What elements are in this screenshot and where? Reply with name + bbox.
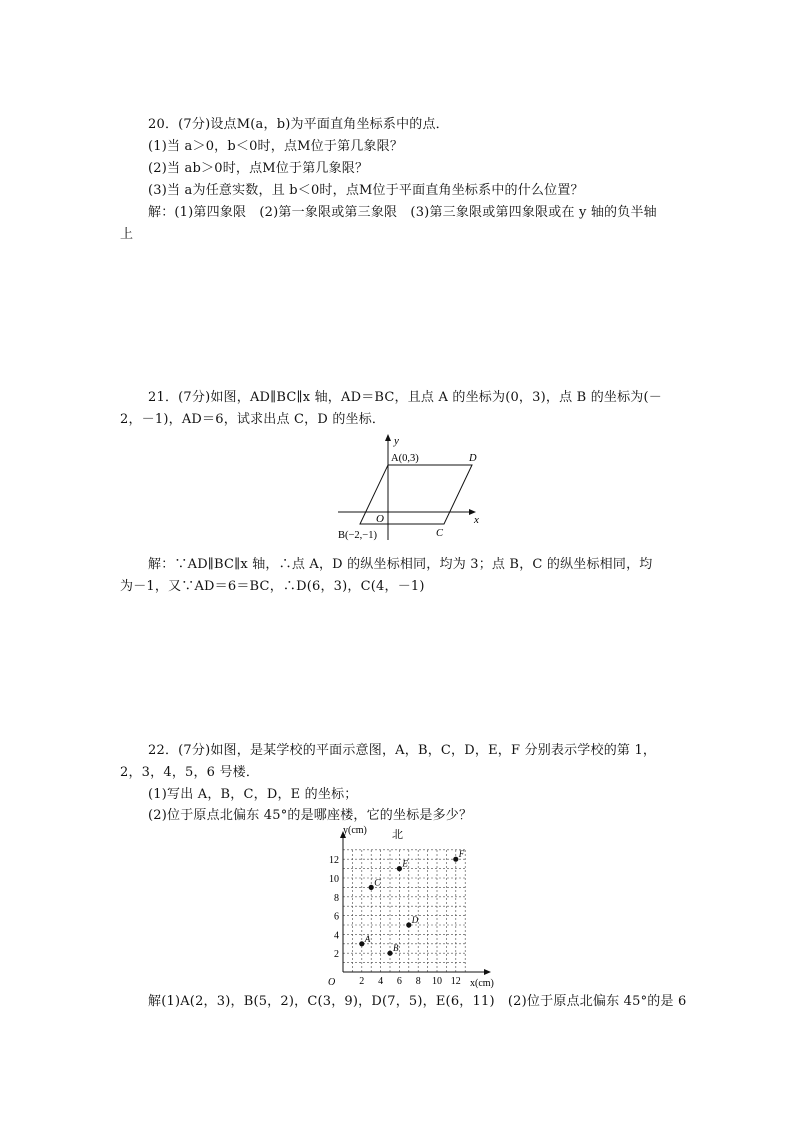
q22-north-label: 北 xyxy=(392,829,403,841)
x-tick-label: 4 xyxy=(378,976,384,987)
building-label-e: E xyxy=(402,858,408,869)
y-tick-label: 4 xyxy=(334,930,339,942)
q21-stem-line2: 2，－1)，AD＝6，试求出点 C，D 的坐标． xyxy=(120,412,386,427)
building-point-b xyxy=(387,951,392,956)
q21-label-x: x xyxy=(474,514,479,526)
q21-y-arrow xyxy=(385,434,391,441)
q21-label-origin: O xyxy=(376,513,384,525)
x-tick-label: 2 xyxy=(359,976,365,987)
y-tick-label: 6 xyxy=(334,911,339,923)
y-tick-label: 10 xyxy=(329,874,339,885)
q20-part1: (1)当 a＞0，b＜0时，点M位于第几象限？ xyxy=(148,139,404,154)
building-label-d: D xyxy=(411,915,419,925)
q20-answer-line1: 解：(1)第四象限 (2)第一象限或第三象限 (3)第三象限或第四象限或在 y 轴的负半轴 xyxy=(148,205,657,220)
building-point-a xyxy=(359,941,364,946)
q21-answer-line1: 解：∵AD∥BC∥x 轴，∴点 A，D 的纵坐标相同，均为 3；点 B，C 的纵坐标相同，均 xyxy=(148,557,653,572)
q21-label-a: A(0,3) xyxy=(391,453,419,464)
building-point-f xyxy=(453,857,458,862)
building-point-d xyxy=(406,922,411,927)
q22-x-axis-label: x(cm) xyxy=(470,978,494,989)
q22-building-points xyxy=(359,849,465,956)
building-label-a: A xyxy=(364,933,371,944)
q21-label-b: B(−2,−1) xyxy=(338,530,377,541)
q22-origin-label: O xyxy=(328,977,336,988)
x-tick-label: 8 xyxy=(415,976,421,987)
y-tick-label: 12 xyxy=(329,855,339,867)
x-tick-label: 6 xyxy=(396,976,402,987)
q21-label-d: D xyxy=(469,453,477,464)
q22-tick-labels xyxy=(329,855,461,987)
building-label-f: F xyxy=(458,849,465,860)
q22-x-arrow xyxy=(484,969,491,975)
x-tick-label: 12 xyxy=(450,976,461,987)
q20-stem: 20．(7分)设点M(a，b)为平面直角坐标系中的点． xyxy=(148,117,449,132)
q21-answer-line2: 为－1，又∵AD＝6＝BC，∴D(6，3)，C(4，－1) xyxy=(120,579,425,594)
building-point-e xyxy=(397,866,402,871)
q22-part2: (2)位于原点北偏东 45°的是哪座楼，它的坐标是多少？ xyxy=(148,808,473,823)
q20-part2: (2)当 ab＞0时，点M位于第几象限？ xyxy=(148,161,369,176)
q22-answer: 解(1)A(2，3)，B(5，2)，C(3，9)，D(7，5)，E(6，11) (2)位于原点北偏东 45°的是 6 xyxy=(148,994,687,1009)
q22-stem-line1: 22．(7分)如图，是某学校的平面示意图，A，B，C，D，E，F 分别表示学校的第 1， xyxy=(148,743,657,758)
y-tick-label: 8 xyxy=(334,892,339,904)
q21-parallelogram-figure xyxy=(330,432,490,546)
q21-label-y: y xyxy=(394,435,399,447)
y-tick-label: 2 xyxy=(334,949,339,961)
q20-part3: (3)当 a为任意实数，且 b＜0时，点M位于平面直角坐标系中的什么位置？ xyxy=(148,183,584,198)
q20-answer-line2: 上 xyxy=(120,227,134,242)
q21-stem-line1: 21．(7分)如图，AD∥BC∥x 轴，AD＝BC，且点 A 的坐标为(0，3)，点 B 的坐标为(－ xyxy=(148,390,662,405)
x-tick-label: 10 xyxy=(432,976,442,987)
building-label-c: C xyxy=(374,877,381,888)
q22-school-map-figure xyxy=(310,822,500,990)
q22-part1: (1)写出 A，B，C，D，E 的坐标； xyxy=(148,787,358,802)
q22-y-axis-label: y(cm) xyxy=(343,825,367,836)
building-point-c xyxy=(369,885,374,890)
q22-stem-line2: 2，3，4，5，6 号楼． xyxy=(120,765,260,780)
building-label-b: B xyxy=(393,943,399,954)
q21-label-c: C xyxy=(436,528,444,539)
